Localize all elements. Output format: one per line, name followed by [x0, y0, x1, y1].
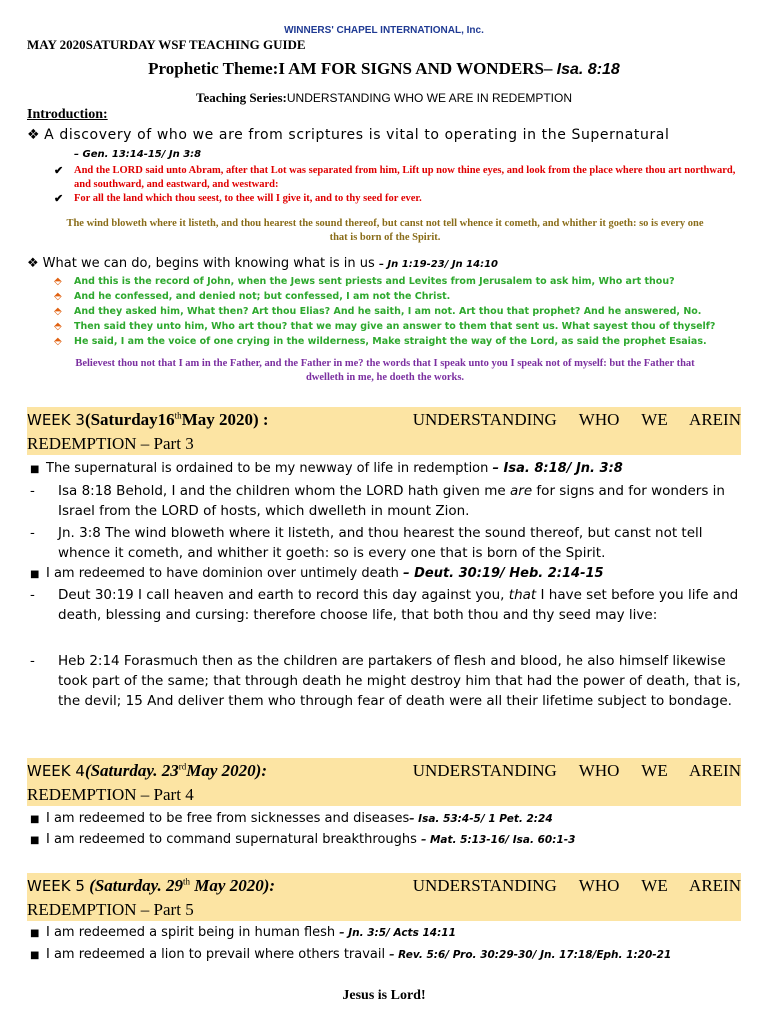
- date-suffix: th: [174, 410, 182, 421]
- week-5-bullet: [30, 945, 744, 966]
- list-item: [54, 305, 744, 319]
- bullet-text: I am redeemed to have dominion over untimely death: [46, 566, 399, 581]
- week-3-heading: [27, 408, 741, 455]
- guide-title: MAY 2020SATURDAY WSF TEACHING GUIDE: [27, 37, 306, 52]
- bullet-text: I am redeemed to be free from sicknesses and diseases: [46, 811, 410, 826]
- intro-point-2-text: What we can do, begins with knowing what is in us: [42, 256, 375, 271]
- week-date: (Saturday. 29: [89, 876, 184, 895]
- date-suffix: th: [183, 876, 191, 887]
- week-4-bullet: [30, 809, 744, 830]
- square-bullet-icon: ■: [30, 835, 40, 846]
- square-bullet-icon: ■: [30, 814, 40, 825]
- theme-label: Prophetic Theme:I AM FOR SIGNS AND WONDERS–: [148, 59, 553, 78]
- date-suffix: rd: [178, 761, 187, 772]
- check-item: [54, 192, 744, 206]
- prophetic-theme: [0, 59, 768, 79]
- list-item-text: Then said they unto him, Who art thou? that we may give an answer to them that sent us. What sayest thou of thyself?: [74, 321, 716, 332]
- intro-point-2: [27, 256, 741, 271]
- checkmark-icon: ✔: [54, 193, 64, 205]
- week-date: (Saturday. 23: [84, 761, 179, 780]
- week-label: WEEK 4: [27, 762, 85, 780]
- week-label: WEEK 3: [27, 411, 85, 429]
- square-bullet-icon: ■: [30, 569, 40, 580]
- verse-emphasis: are: [510, 483, 533, 499]
- verse-text: Jn. 3:8 The wind bloweth where it listeth, and thou hearest the sound thereof, but canst not tell whence it cometh, and whither it goeth: so is every one that is born of the Spirit.: [58, 525, 703, 561]
- intro-point-2-ref: – Jn 1:19-23/ Jn 14:10: [378, 259, 498, 270]
- series-value: UNDERSTANDING WHO WE ARE IN REDEMPTION: [286, 91, 572, 105]
- arrow-bullet-icon: ⬘: [54, 321, 62, 332]
- teaching-series: [0, 90, 768, 106]
- bullet-ref: – Isa. 53:4-5/ 1 Pet. 2:24: [409, 813, 553, 825]
- week-3-bullet: [30, 459, 744, 480]
- scripture-quote: Believest thou not that I am in the Father, and the Father in me? the words that I speak unto you I speak not of myself: but the Father that dwelleth in me, he doeth the works.: [75, 358, 695, 383]
- verse-text-end: for signs and for wonders in Israel from the LORD of hosts, which dwelleth in mount Zion.: [58, 483, 725, 519]
- verse-item: [30, 585, 744, 625]
- checkmark-icon: ✔: [54, 165, 64, 177]
- arrow-bullet-icon: ⬘: [54, 276, 62, 287]
- check-item-text: For all the land which thou seest, to thee will I give it, and to thy seed for ever.: [74, 193, 422, 204]
- bullet-text: I am redeemed a lion to prevail where others travail: [46, 947, 386, 962]
- introduction-heading: Introduction:: [27, 107, 108, 122]
- verse-text: Heb 2:14 Forasmuch then as the children are partakers of flesh and blood, he also himself likewise took part of the same; that through death he might destroy him that had the power of death, that is, the devil; 15 And deliver them who through fear of death were all their lifetime subject to bondage.: [58, 653, 741, 709]
- diamond-bullet-icon: ❖: [27, 127, 41, 143]
- intro-point-1-text: A discovery of who we are from scriptures is vital to operating in the Supernatural: [44, 127, 670, 143]
- bullet-text: I am redeemed to command supernatural breakthroughs: [46, 832, 417, 847]
- week-part: REDEMPTION – Part 5: [27, 900, 194, 919]
- week-5-heading: [27, 874, 741, 921]
- square-bullet-icon: ■: [30, 950, 40, 961]
- bullet-text: The supernatural is ordained to be my newway of life in redemption: [46, 461, 489, 476]
- bullet-ref: – Deut. 30:19/ Heb. 2:14-15: [403, 566, 604, 581]
- intro-point-1: [27, 127, 741, 143]
- verse-text: Isa 8:18 Behold, I and the children whom the LORD hath given me: [58, 483, 510, 499]
- list-item: [54, 335, 744, 349]
- list-item-text: He said, I am the voice of one crying in the wilderness, Make straight the way of the Lord, as said the prophet Esaias.: [74, 336, 707, 347]
- organization-name: WINNERS' CHAPEL INTERNATIONAL, Inc.: [284, 25, 484, 36]
- diamond-bullet-icon: ❖: [27, 256, 39, 271]
- week-date-end: May 2020):: [186, 761, 267, 780]
- check-item-text: And the LORD said unto Abram, after that Lot was separated from him, Lift up now thine eyes, and look from the place where thou art northward, and southward, and eastward, and westward:: [74, 165, 736, 190]
- dash-marker: -: [30, 525, 35, 541]
- week-title: UNDERSTANDING WHO WE AREIN: [412, 410, 741, 429]
- dash-marker: -: [30, 587, 35, 603]
- week-title: UNDERSTANDING WHO WE AREIN: [412, 761, 741, 780]
- week-title: UNDERSTANDING WHO WE AREIN: [412, 876, 741, 895]
- week-date: (Saturday16: [84, 410, 175, 429]
- footer-text: Jesus is Lord!: [342, 988, 426, 1003]
- square-bullet-icon: ■: [30, 464, 40, 475]
- theme-ref: Isa. 8:18: [556, 61, 620, 78]
- verse-text-end: I have set before you life and death, blessing and cursing: therefore choose life, that both thou and thy seed may live:: [58, 587, 739, 623]
- arrow-bullet-icon: ⬘: [54, 306, 62, 317]
- week-date-end: May 2020) :: [181, 410, 269, 429]
- list-item-text: And he confessed, and denied not; but confessed, I am not the Christ.: [74, 291, 451, 302]
- week-4-heading: [27, 759, 741, 806]
- arrow-bullet-icon: ⬘: [54, 336, 62, 347]
- week-part: REDEMPTION – Part 3: [27, 434, 194, 453]
- intro-point-1-ref: – Gen. 13:14-15/ Jn 3:8: [74, 149, 202, 160]
- verse-text: Deut 30:19 I call heaven and earth to record this day against you,: [58, 587, 509, 603]
- bullet-ref: – Jn. 3:5/ Acts 14:11: [339, 927, 456, 939]
- verse-item: [30, 651, 744, 711]
- verse-item: [30, 523, 744, 563]
- square-bullet-icon: ■: [30, 928, 40, 939]
- list-item-text: And this is the record of John, when the Jews sent priests and Levites from Jerusalem to ask him, Who art thou?: [74, 276, 675, 287]
- list-item-text: And they asked him, What then? Art thou Elias? And he saith, I am not. Art thou that prophet? And he answered, No.: [74, 306, 702, 317]
- week-date-end: May 2020):: [194, 876, 276, 895]
- list-item: [54, 320, 744, 334]
- bullet-text: I am redeemed a spirit being in human flesh: [46, 925, 336, 940]
- series-label: Teaching Series:: [195, 90, 287, 105]
- bullet-ref: – Mat. 5:13-16/ Isa. 60:1-3: [421, 834, 576, 846]
- week-label: WEEK 5: [27, 877, 85, 895]
- week-3-bullet: [30, 564, 744, 585]
- check-item: [54, 164, 744, 192]
- dash-marker: -: [30, 653, 35, 669]
- verse-emphasis: that: [508, 587, 537, 603]
- week-4-bullet: [30, 830, 744, 851]
- bullet-ref: – Isa. 8:18/ Jn. 3:8: [492, 461, 623, 476]
- week-part: REDEMPTION – Part 4: [27, 785, 194, 804]
- verse-item: [30, 481, 744, 521]
- list-item: [54, 275, 744, 289]
- dash-marker: -: [30, 483, 35, 499]
- week-5-bullet: [30, 923, 744, 944]
- arrow-bullet-icon: ⬘: [54, 291, 62, 302]
- bullet-ref: – Rev. 5:6/ Pro. 30:29-30/ Jn. 17:18/Eph. 1:20-21: [389, 949, 672, 961]
- scripture-quote: The wind bloweth where it listeth, and thou hearest the sound thereof, but canst not tell whence it cometh, and whither it goeth: so is every one that is born of the Spirit.: [66, 218, 704, 243]
- list-item: [54, 290, 744, 304]
